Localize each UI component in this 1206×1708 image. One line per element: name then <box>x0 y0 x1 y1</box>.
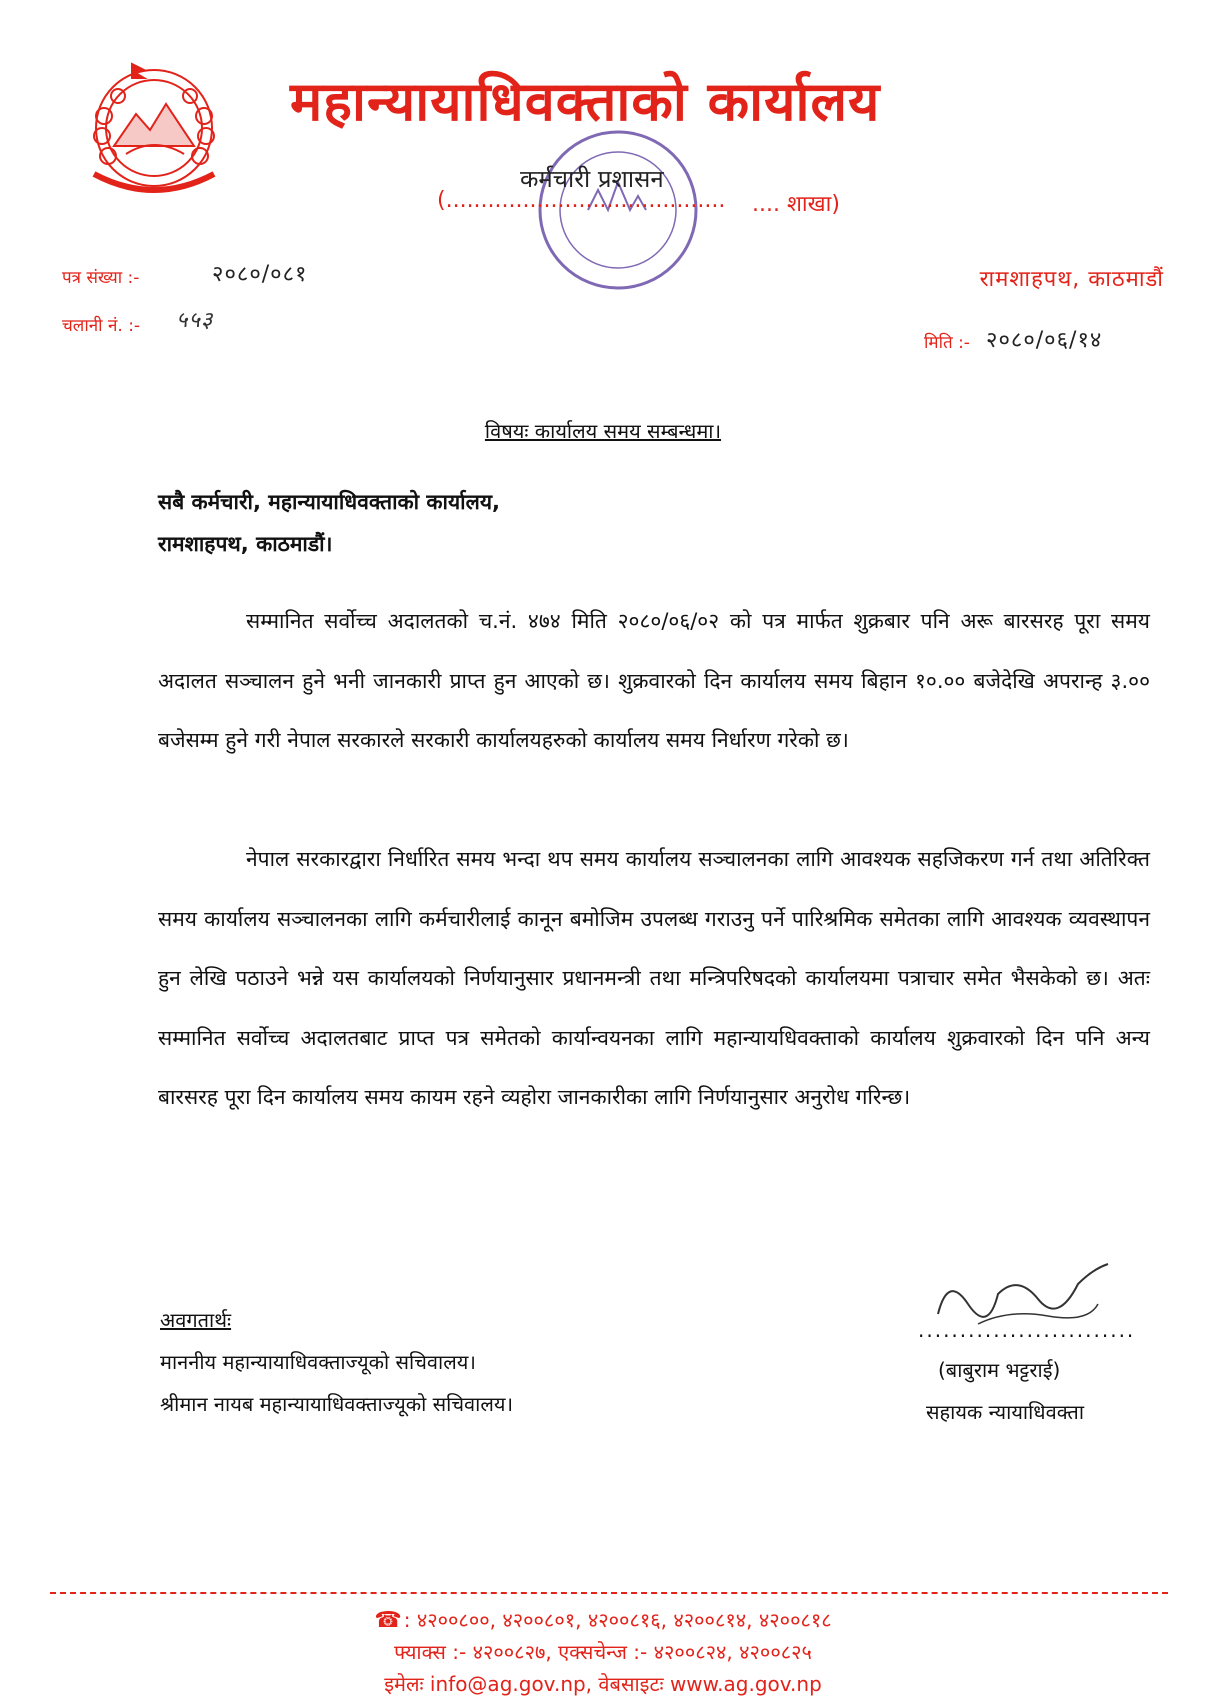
body-paragraph-2: नेपाल सरकारद्वारा निर्धारित समय भन्दा थप समय कार्यालय सञ्चालनका लागि आवश्यक सहजिकरण गर्न तथा अतिरिक्त समय कार्यालय सञ्चालनका लागि कर्मचारीलाई कानून बमोजिम उपलब्ध गराउनु पर्ने पारिश्रमिक समेतका लागि आवश्यक व्यवस्थापन हुन लेखि पठाउने भन्ने यस कार्यालयको निर्णयानुसार प्रधानमन्त्री तथा मन्त्रिपरिषदको कार्यालयमा पत्राचार समेत भैसकेको छ। अतः सम्मानित सर्वोच्च अदालतबाट प्राप्त पत्र समेतको कार्यान्वयनका लागि महान्यायधिवक्ताको कार्यालय शुक्रवारको दिन पनि अन्य बारसरह पूरा दिन कार्यालय समय कायम रहने व्यहोरा जानकारीका लागि निर्णयानुसार अनुरोध गरिन्छ। <box>158 847 1150 1109</box>
signatory-name: (बाबुराम भट्टराई) <box>938 1358 1061 1382</box>
recipient-line-2: रामशाहपथ, काठमाडौं। <box>158 532 333 556</box>
footer-web: इमेलः info@ag.gov.np, वेबसाइटः www.ag.gov.np <box>384 1672 822 1696</box>
nepal-emblem-icon <box>74 56 234 206</box>
branch-name: कर्मचारी प्रशासन <box>520 165 664 193</box>
dispatch-no-label: चलानी नं. :- <box>62 316 141 336</box>
branch-blank-line: (........................................ <box>437 188 726 213</box>
letter-no-value: २०८०/०८१ <box>212 262 308 287</box>
office-address: रामशाहपथ, काठमाडौं <box>979 267 1164 292</box>
for-information-title: अवगतार्थः <box>160 1308 232 1332</box>
office-title: महान्यायाधिवक्ताको कार्यालय <box>290 70 881 133</box>
body-paragraph-1: सम्मानित सर्वोच्च अदालतको च.नं. ४७४ मिति २०८०/०६/०२ को पत्र मार्फत शुक्रबार पनि अरू बारसरह पूरा समय अदालत सञ्चालन हुने भनी जानकारी प्राप्त हुन आएको छ। शुक्रवारको दिन कार्यालय समय बिहान १०.०० बजेदेखि अपरान्ह ३.०० बजेसम्म हुने गरी नेपाल सरकारले सरकारी कार्यालयहरुको कार्यालय समय निर्धारण गरेको छ। <box>158 609 1150 752</box>
footer-phones <box>0 1606 1206 1633</box>
recipient-line-1: सबै कर्मचारी, महान्यायाधिवक्ताको कार्यालय, <box>158 490 501 514</box>
for-information-item: श्रीमान नायब महान्यायाधिवक्ताज्यूको सचिवालय। <box>160 1392 514 1416</box>
footer-divider <box>50 1592 1168 1594</box>
date-label: मिति :- <box>924 333 970 353</box>
dispatch-no-value: ५५३ <box>176 308 214 333</box>
branch-suffix: .... शाखा) <box>752 192 840 217</box>
letter-no-label: पत्र संख्या :- <box>62 268 140 288</box>
for-information-item: माननीय महान्यायाधिवक्ताज्यूको सचिवालय। <box>160 1350 476 1374</box>
phone-numbers: : ४२००८००, ४२००८०१, ४२००८१६, ४२००८१४, ४२००८१८ <box>403 1608 832 1632</box>
date-value: २०८०/०६/१४ <box>986 328 1103 353</box>
footer-fax: फ्याक्स :- ४२००८२७, एक्सचेन्ज :- ४२००८२४, ४२००८२५ <box>394 1640 812 1664</box>
telephone-icon: ☎ <box>374 1608 402 1633</box>
letter-subject: विषयः कार्यालय समय सम्बन्धमा। <box>484 419 722 443</box>
signatory-title: सहायक न्यायाधिवक्ता <box>926 1400 1084 1424</box>
signature-line: .......................... <box>918 1318 1136 1342</box>
